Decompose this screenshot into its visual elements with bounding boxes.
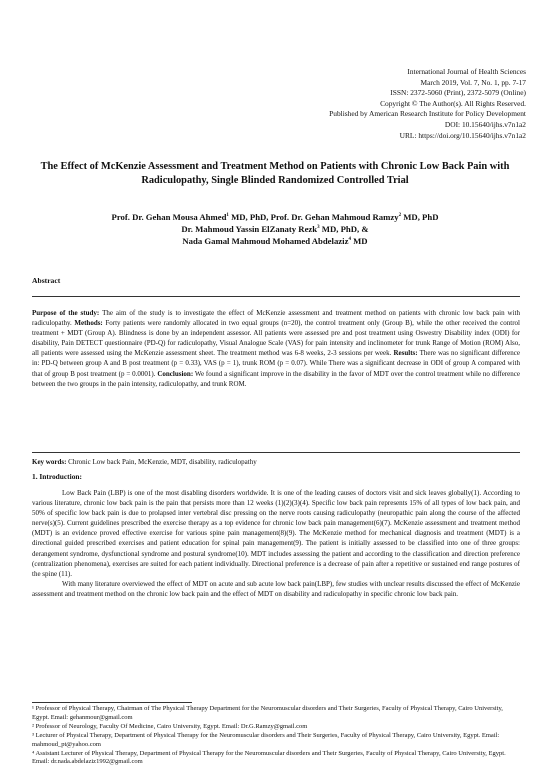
author-2-name: MD, PhD, Prof. Dr. Gehan Mahmoud Ramzy	[228, 212, 399, 222]
footnote-1: ¹ Professor of Physical Therapy, Chairman of The Physical Therapy Department for the Neuromuscular disorders and Their Surgeries, Faculty of Physical Therapy, Cairo University, Egypt. Email: gehanmour@gmail.com	[32, 705, 503, 721]
journal-name: International Journal of Health Sciences	[407, 67, 526, 76]
author-line-1	[30, 211, 520, 223]
footnotes	[32, 705, 520, 767]
purpose-text: The aim of the study is to investigate the effect of McKenzie assessment and treatment method on patients with chronic low back pain with radiculopathy.	[32, 309, 520, 328]
url-link[interactable]: URL: https://doi.org/10.15640/ijhs.v7n1a2	[399, 130, 526, 140]
results-text: There was no significant difference in: PD-Q between group A and B post treatment (p = 0.33), VAS (p = 1), trunk ROM (p = 0.07). While There was a significant decrease in ODI of group A compared with that of group B post treatment (p = 0.0001).	[32, 349, 520, 378]
author-line-2	[30, 223, 520, 235]
author-4-degree: MD	[350, 236, 368, 246]
issn-info: ISSN: 2372-5060 (Print), 2372-5079 (Online)	[390, 88, 526, 98]
journal-header	[329, 67, 526, 141]
issue-info: March 2019, Vol. 7, No. 1, pp. 7-17	[420, 77, 526, 87]
author-line-3	[30, 235, 520, 247]
keywords-text: Chronic Low back Pain, McKenzie, MDT, disability, radiculopathy	[66, 458, 257, 466]
author-2-affiliation-mark: 2	[398, 213, 402, 219]
paper-title: The Effect of McKenzie Assessment and Treatment Method on Patients with Chronic Low Back Pain with Radiculopathy, Single Blinded Randomized Controlled Trial	[40, 161, 510, 186]
keywords-label: Key words:	[32, 458, 67, 466]
author-2-degree: MD, PhD	[401, 212, 439, 222]
author-1-name: Prof. Dr. Gehan Mousa Ahmed	[111, 212, 227, 222]
author-4-affiliation-mark: 4	[348, 237, 351, 243]
abstract-top-rule	[32, 296, 520, 297]
conclusion-text: We found a significant improve in the disability in the favor of MDT over the control treatment while no difference between the two groups in the pain intensity, radiculopathy, and trunk ROM.	[32, 369, 520, 388]
author-4-name: Nada Gamal Mahmoud Mohamed Abdelaziz	[182, 236, 349, 246]
conclusion-label: Conclusion:	[157, 369, 194, 378]
publisher-info: Published by American Research Institute for Policy Development	[329, 109, 526, 119]
author-3-degree: MD, PhD, &	[319, 224, 369, 234]
introduction-paragraph-1: Low Back Pain (LBP) is one of the most disabling disorders worldwide. It is one of the leading causes of doctors visit and sick leaves globally(1). According to various literature, chronic low back pain is the pain that persists more than 12 weeks (1)(2)(3)(4). Specific low back pain represents 15% of all types of low back pain, and 50% of specific low back pain is due to prolapsed inter vertebral disc pressing on the nerve roots causing radiculopathy (neuropathic pain along the course of the affected nerve(s)(5). Current guidelines prescribed the exercise therapy as a top evidence for chronic low back pain management(6)(7). McKenzie assessment and treatment method (MDT) is an evidence proved effective exercise for various spine pain management(8)(9). The McKenzie method for mechanical diagnosis and treatment (MDT) is a directional guided prescribed exercises and patient education for spinal pain management(9). The patient is initially assessed to be classified into one of three groups: derangement syndrome, dysfunctional syndrome and postural syndrome(10). MDT includes assessing the patient and according to the classification and direction preference (centralization phenomena), exercises are suited for each patient individually. Directional preference is a decrease of pain after a repetitive or sustained end range postures of the spine (11).	[32, 489, 520, 578]
introduction-paragraph-2: With many literature overviewed the effect of MDT on acute and sub acute low back pain(LBP), few studies with unclear results discussed the effect of McKenzie assessment and treatment method on the chronic low back pain and the effect of MDT on disability and radiculopathy in specific chronic low back pain.	[32, 579, 520, 598]
author-1-affiliation-mark: 1	[226, 213, 229, 219]
author-3-affiliation-mark: 3	[317, 225, 320, 231]
abstract-body	[32, 308, 520, 389]
methods-text: Forty patients were randomly allocated in two equal groups (n=20), the control treatment only (Group B), while the other received the control treatment + MDT (Group A). Blindness is done by an independent assessor. All patients were assessed pre and post treatment using Oswestry Disability index (ODI) for disability, Pain DETECT questionnaire (PD-Q) for radiculopathy, Visual Analogue Scale (VAS) for pain intensity and inclinometer for trunk Range of Motion (ROM) Also, all patients were assessed using the McKenzie assessment sheet. The treatment method was 6-8 weeks, 2-3 sessions per week.	[32, 319, 520, 358]
introduction-body	[32, 488, 520, 599]
author-list	[30, 211, 520, 247]
keywords	[32, 458, 520, 466]
author-3-name: Dr. Mahmoud Yassin ElZanaty Rezk	[181, 224, 318, 234]
doi-link[interactable]: DOI: 10.15640/ijhs.v7n1a2	[444, 119, 526, 129]
introduction-heading: 1. Introduction:	[32, 472, 82, 481]
methods-label: Methods:	[74, 319, 103, 328]
abstract-bottom-rule	[32, 452, 520, 453]
copyright-info: Copyright © The Author(s). All Rights Reserved.	[380, 98, 526, 108]
footnote-3: ³ Lecturer of Physical Therapy, Department of Physical Therapy for the Neuromuscular disorders and Their Surgeries, Faculty of Physical Therapy, Cairo University, Egypt. Email: mahmoud_pt@yahoo.com	[32, 731, 500, 748]
results-label: Results:	[393, 349, 418, 358]
footnote-4: ⁴ Assistant Lecturer of Physical Therapy, Department of Physical Therapy for the Neuromuscular disorders and Their Surgeries, Faculty of Physical Therapy, Cairo University, Egypt. Email: dr.nada.abdelaziz1992@gmail.com	[32, 749, 506, 766]
footnote-separator	[32, 702, 192, 703]
abstract-heading: Abstract	[32, 276, 61, 285]
footnote-2: ² Professor of Neurology, Faculty Of Medicine, Cairo University, Egypt. Email: Dr.G.Ramzy@gmail.com	[32, 722, 308, 730]
purpose-label: Purpose of the study:	[32, 309, 100, 317]
